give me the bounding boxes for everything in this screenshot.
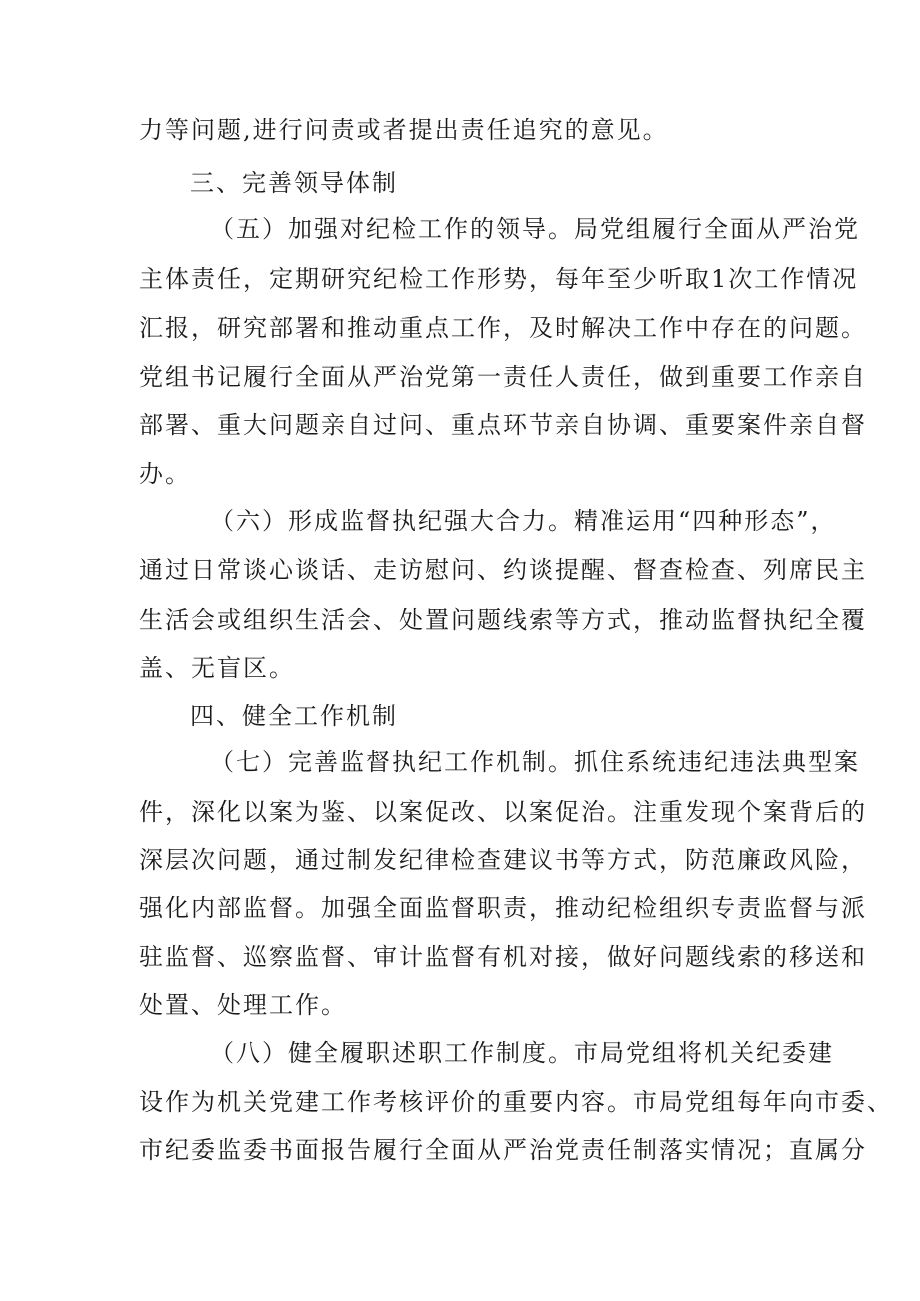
paragraph-line: （五）加强对纪检工作的领导。局党组履行全面从严治党	[210, 215, 860, 243]
paragraph-line: 办。	[139, 460, 191, 488]
paragraph-line: 盖、无盲区。	[139, 654, 295, 682]
paragraph-line: 市纪委监委书面报告履行全面从严治党责任制落实情况；直属分	[139, 1136, 867, 1164]
paragraph-line: 党组书记履行全面从严治党第一责任人责任，做到重要工作亲自	[139, 363, 867, 391]
paragraph-line: 处置、处理工作。	[139, 991, 347, 1019]
paragraph-line: 主体责任，定期研究纪检工作形势，每年至少听取1次工作情况	[139, 265, 859, 293]
paragraph-line: 生活会或组织生活会、处置问题线索等方式，推动监督执纪全覆	[139, 606, 867, 634]
paragraph-line: 部署、重大问题亲自过问、重点环节亲自协调、重要案件亲自督	[139, 411, 867, 439]
section-heading: 三、完善领导体制	[190, 169, 398, 197]
section-heading: 四、健全工作机制	[190, 702, 398, 730]
paragraph-line: 设作为机关党建工作考核评价的重要内容。市局党组每年向市委、	[139, 1088, 893, 1116]
paragraph-line: （六）形成监督执纪强大合力。精准运用“四种形态”，	[210, 507, 837, 535]
paragraph-line: 深层次问题，通过制发纪律检查建议书等方式，防范廉政风险，	[139, 846, 867, 874]
paragraph-line: （八）健全履职述职工作制度。市局党组将机关纪委建	[210, 1039, 834, 1067]
paragraph-line: 通过日常谈心谈话、走访慰问、约谈提醒、督查检查、列席民主	[139, 556, 867, 584]
paragraph-line: 件，深化以案为鉴、以案促改、以案促治。注重发现个案背后的	[139, 798, 867, 826]
paragraph-line: 汇报，研究部署和推动重点工作，及时解决工作中存在的问题。	[139, 314, 867, 342]
text-line: 力等问题,进行问责或者提出责任追究的意见。	[139, 116, 669, 144]
paragraph-line: 强化内部监督。加强全面监督职责，推动纪检组织专责监督与派	[139, 894, 867, 922]
paragraph-line: 驻监督、巡察监督、审计监督有机对接，做好问题线索的移送和	[139, 943, 867, 971]
paragraph-line: （七）完善监督执纪工作机制。抓住系统违纪违法典型案	[210, 748, 860, 776]
